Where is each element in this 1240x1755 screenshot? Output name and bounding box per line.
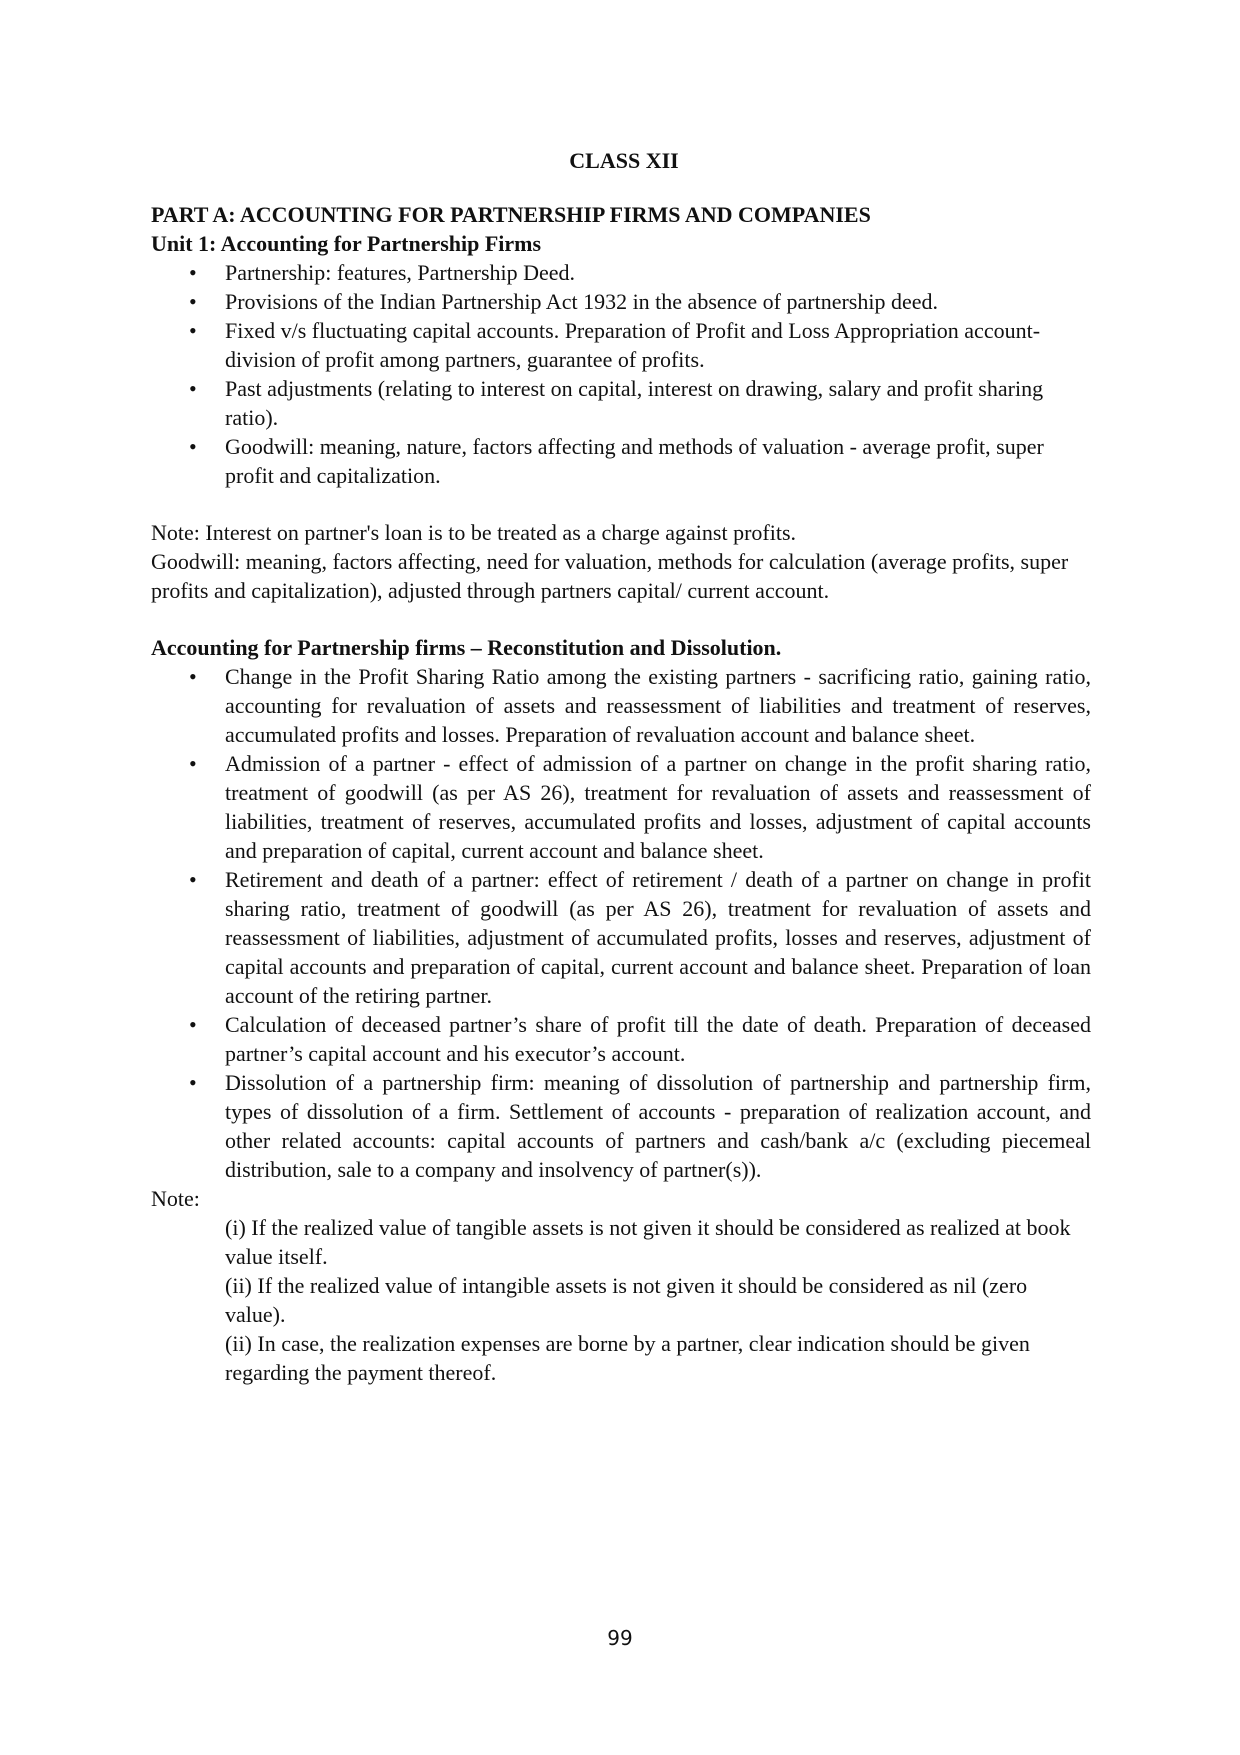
- note-label: Note:: [151, 1186, 200, 1211]
- bullet-icon: •: [189, 1012, 197, 1037]
- list-item: [151, 865, 1091, 1010]
- bullet-icon: •: [189, 318, 197, 343]
- part-title: PART A: ACCOUNTING FOR PARTNERSHIP FIRMS AND COMPANIES: [151, 202, 871, 227]
- list-item-text: Dissolution of a partnership firm: meaning of dissolution of partnership and partnership firm, types of dissolution of a firm. Settlement of accounts - preparation of realization account, and other related accounts: capital accounts of partners and cash/bank a/c (excluding piecemeal distribution, sale to a company and insolvency of partner(s)).: [225, 1070, 1091, 1182]
- list-item: [151, 316, 1091, 374]
- class-title: CLASS XII: [569, 148, 679, 173]
- list-item: [151, 662, 1091, 749]
- note-item: (ii) If the realized value of intangible assets is not given it should be considered as nil (zero value).: [225, 1273, 1028, 1327]
- bullet-icon: •: [189, 664, 197, 689]
- bullet-icon: •: [189, 434, 197, 459]
- list-item-text: Past adjustments (relating to interest on capital, interest on drawing, salary and profit sharing ratio).: [225, 376, 1044, 430]
- list-item: [151, 287, 1091, 316]
- section-title: Accounting for Partnership firms – Reconstitution and Dissolution.: [151, 635, 782, 660]
- page-content: [151, 146, 1091, 1387]
- list-item-text: Change in the Profit Sharing Ratio among the existing partners - sacrificing ratio, gaining ratio, accounting for revaluation of assets and reassessment of liabilities and treatment of reserves, accumulated profits and losses. Preparation of revaluation account and balance sheet.: [225, 664, 1091, 747]
- bullet-icon: •: [189, 1070, 197, 1095]
- list-item: [151, 749, 1091, 865]
- unit-title: Unit 1: Accounting for Partnership Firms: [151, 231, 542, 256]
- list-item-text: Retirement and death of a partner: effect of retirement / death of a partner on change in profit sharing ratio, treatment of goodwill (as per AS 26), treatment for revaluation of assets and reassessment of liabilities, adjustment of accumulated profits, losses and reserves, adjustment of capital accounts and preparation of capital, current account and balance sheet. Preparation of loan account of the retiring partner.: [225, 867, 1091, 1008]
- bullet-icon: •: [189, 751, 197, 776]
- note-goodwill: Goodwill: meaning, factors affecting, need for valuation, methods for calculation (average profits, super profits and capitalization), adjusted through partners capital/ current account.: [151, 549, 1069, 603]
- list-item-text: Provisions of the Indian Partnership Act 1932 in the absence of partnership deed.: [225, 289, 939, 314]
- list-item-text: Partnership: features, Partnership Deed.: [225, 260, 576, 285]
- spacer: [151, 605, 1091, 633]
- section-item-list: [151, 662, 1091, 1184]
- spacer: [151, 490, 1091, 518]
- note-list: [151, 1213, 1091, 1387]
- list-item: [151, 258, 1091, 287]
- list-item: [151, 1010, 1091, 1068]
- list-item-text: Calculation of deceased partner’s share of profit till the date of death. Preparation of deceased partner’s capital account and his executor’s account.: [225, 1012, 1091, 1066]
- unit-item-list: [151, 258, 1091, 490]
- list-item-text: Goodwill: meaning, nature, factors affecting and methods of valuation - average profit, super profit and capitalization.: [225, 434, 1044, 488]
- note-interest: Note: Interest on partner's loan is to be treated as a charge against profits.: [151, 520, 797, 545]
- list-item: [151, 432, 1091, 490]
- bullet-icon: •: [189, 867, 197, 892]
- list-item: [151, 374, 1091, 432]
- note-item: (i) If the realized value of tangible assets is not given it should be considered as realized at book value itself.: [225, 1215, 1071, 1269]
- page-number: 99: [607, 1626, 633, 1650]
- bullet-icon: •: [189, 376, 197, 401]
- list-item: [151, 1068, 1091, 1184]
- bullet-icon: •: [189, 289, 197, 314]
- bullet-icon: •: [189, 260, 197, 285]
- list-item-text: Admission of a partner - effect of admission of a partner on change in the profit sharing ratio, treatment of goodwill (as per AS 26), treatment for revaluation of assets and reassessment of liabilities, treatment of reserves, accumulated profits and losses, adjustment of capital accounts and preparation of capital, current account and balance sheet.: [225, 751, 1091, 863]
- note-item: (ii) In case, the realization expenses are borne by a partner, clear indication should be given regarding the payment thereof.: [225, 1331, 1030, 1385]
- list-item-text: Fixed v/s fluctuating capital accounts. Preparation of Profit and Loss Appropriation account- division of profit among partners, guarantee of profits.: [225, 318, 1041, 372]
